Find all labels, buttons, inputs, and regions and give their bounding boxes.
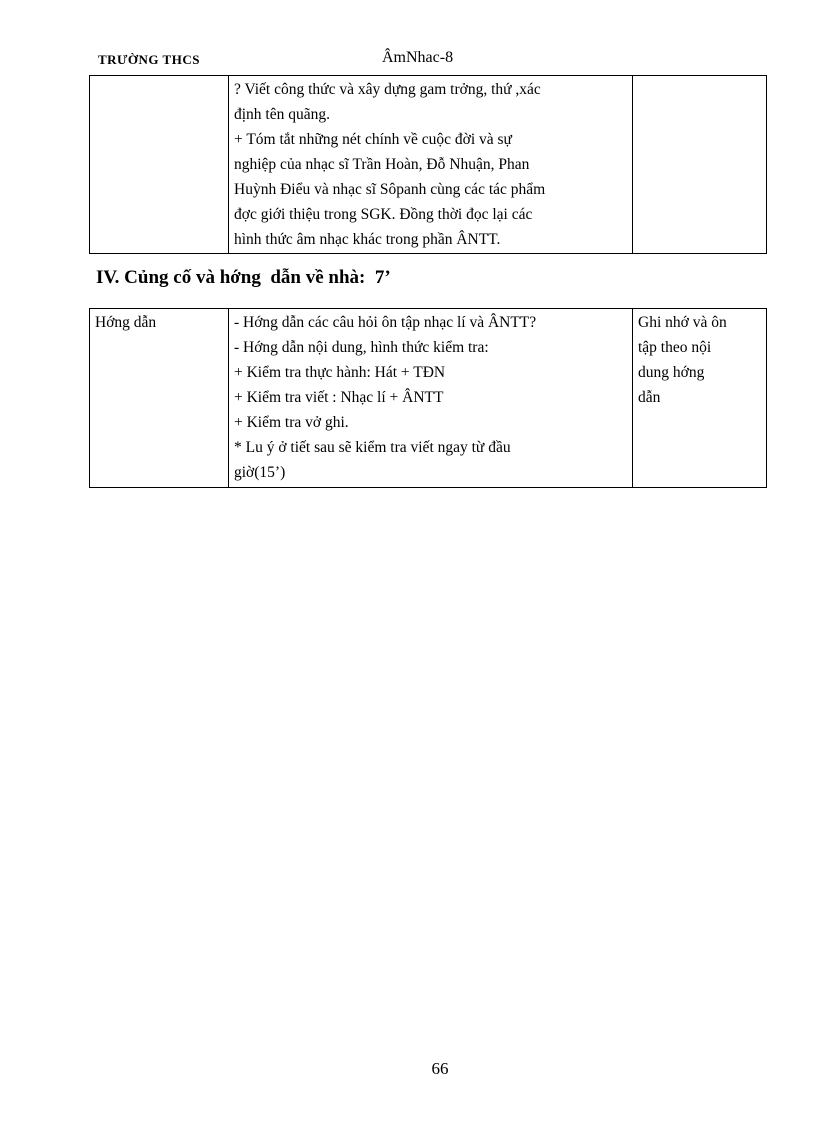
text-line: Huỳnh Điểu và nhạc sĩ Sôpanh cùng các tác phẩm — [234, 181, 546, 198]
text-line: đợc giới thiệu trong SGK. Đồng thời đọc lại các — [234, 206, 533, 223]
table-bottom-col2 — [229, 309, 633, 488]
header-subject: ÂmNhac-8 — [382, 49, 454, 66]
text-line: + Kiểm tra thực hành: Hát + TĐN — [234, 364, 446, 381]
text-line: giờ(15’) — [234, 464, 286, 481]
table-top-col1 — [90, 76, 229, 254]
table-bottom — [89, 308, 767, 488]
text-line: * Lu ý ở tiết sau sẽ kiểm tra viết ngay từ đầu — [234, 439, 511, 456]
text-line: dung hớng — [638, 364, 705, 381]
text-line: hình thức âm nhạc khác trong phần ÂNTT. — [234, 231, 501, 248]
table-bottom-col1: Hớng dẫn — [90, 309, 229, 488]
table-top-col2 — [229, 76, 633, 254]
text-line: ? Viết công thức và xây dựng gam trởng, thứ ,xác — [234, 81, 541, 98]
text-line: nghiệp của nhạc sĩ Trần Hoàn, Đỗ Nhuận, Phan — [234, 156, 530, 173]
text-line: + Tóm tắt những nét chính về cuộc đời và sự — [234, 131, 512, 148]
section-heading: IV. Củng cố và hớng dẫn về nhà: 7’ — [96, 267, 391, 288]
text-line: - Hớng dẫn nội dung, hình thức kiểm tra: — [234, 339, 489, 356]
table-row — [90, 76, 767, 254]
table-top — [89, 75, 767, 254]
text-line: Ghi nhớ và ôn — [638, 314, 727, 331]
text-line: + Kiểm tra viết : Nhạc lí + ÂNTT — [234, 389, 444, 406]
table-bottom-col3 — [633, 309, 767, 488]
table-row — [90, 309, 767, 488]
text-line: định tên quãng. — [234, 106, 330, 123]
header-school: TRƯỜNG THCS — [98, 52, 200, 67]
text-line: - Hớng dẫn các câu hỏi ôn tập nhạc lí và ÂNTT? — [234, 314, 537, 331]
text-line: tập theo nội — [638, 339, 712, 356]
text-line: + Kiểm tra vở ghi. — [234, 414, 349, 431]
table-top-col3 — [633, 76, 767, 254]
text-line: dẫn — [638, 389, 661, 406]
page-number: 66 — [431, 1059, 449, 1078]
